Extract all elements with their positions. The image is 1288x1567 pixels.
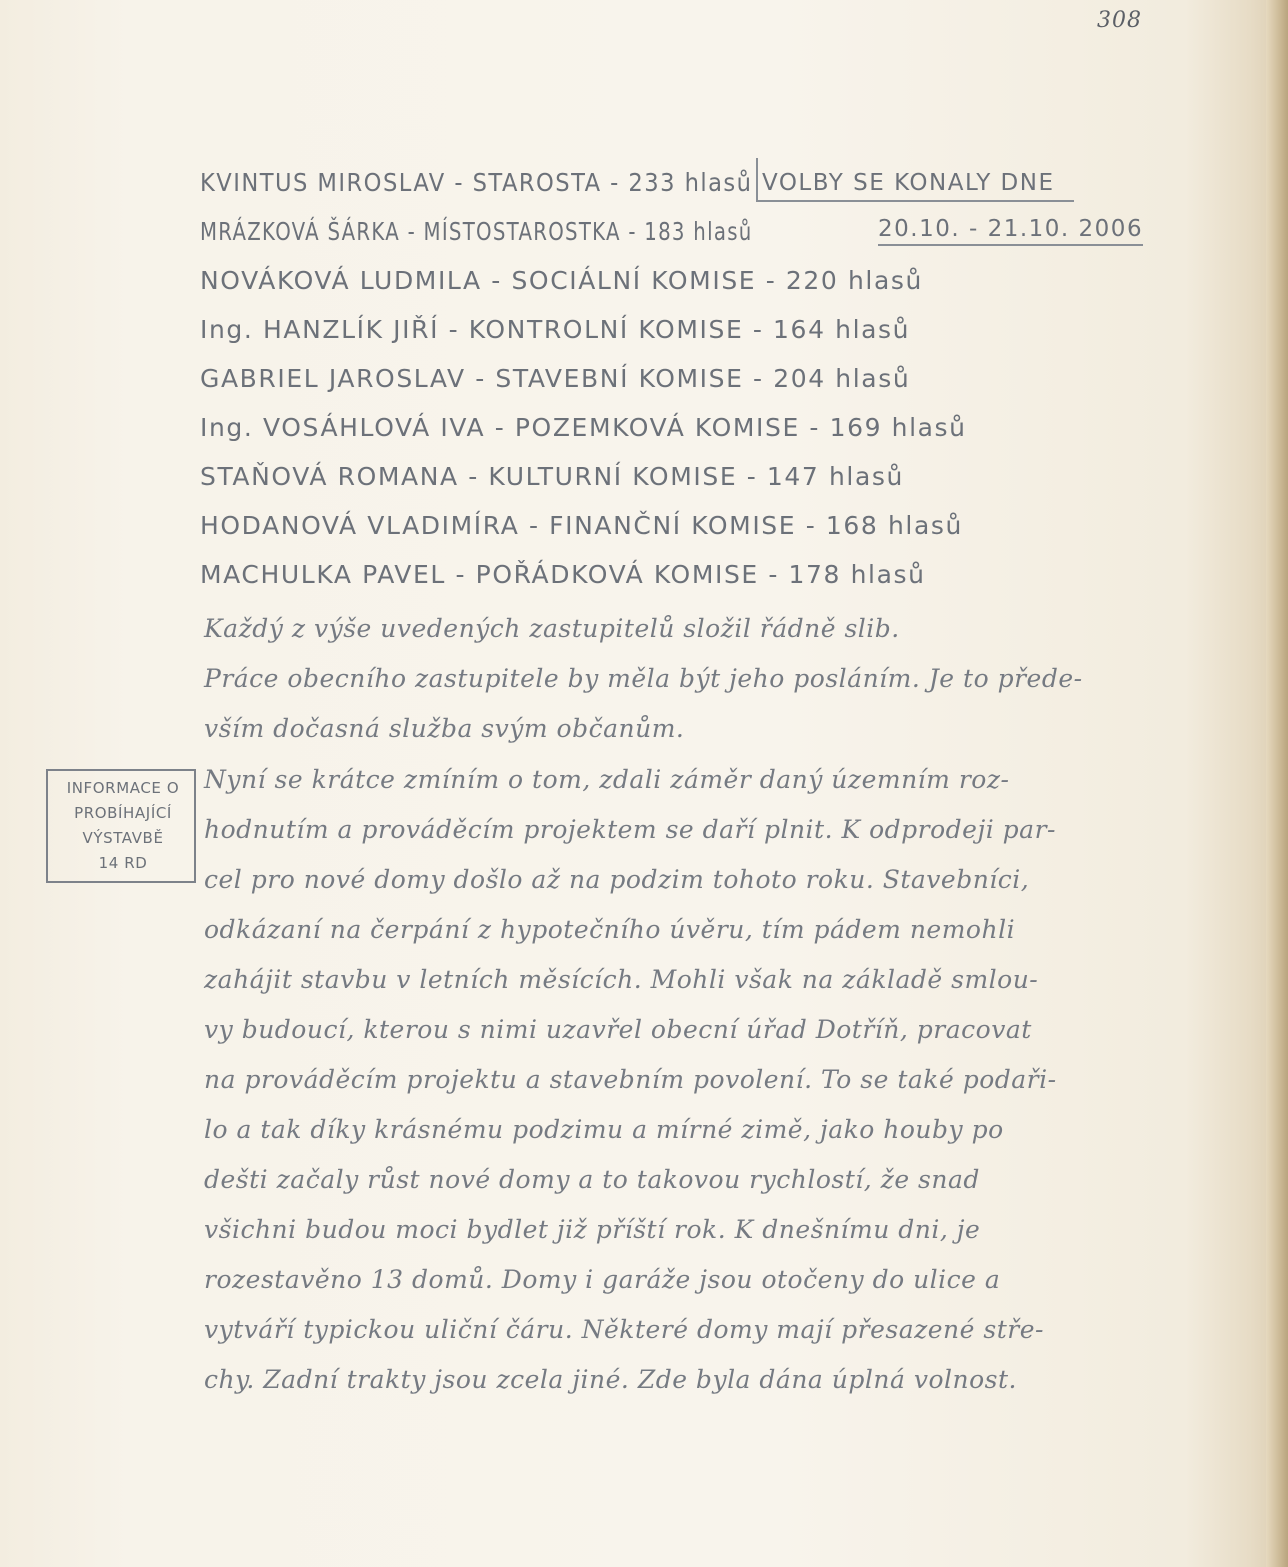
margin-note-box xyxy=(46,769,196,883)
text-line: Každý z výše uvedených zastupitelů složil řádně slib. xyxy=(204,614,900,643)
page-binding-edge xyxy=(1266,0,1288,1567)
election-note-dates: 20.10. - 21.10. 2006 xyxy=(878,216,1143,246)
roster-entry: GABRIEL JAROSLAV - STAVEBNÍ KOMISE - 204 hlasů xyxy=(200,364,911,393)
text-line: všichni budou moci bydlet již příští rok. K dnešnímu dni, je xyxy=(204,1215,981,1244)
note-rule-horizontal xyxy=(756,200,1074,202)
text-line: na prováděcím projektu a stavebním povolení. To se také podaři- xyxy=(204,1065,1057,1094)
election-date-note xyxy=(756,158,1144,250)
roster-entry: NOVÁKOVÁ LUDMILA - SOCIÁLNÍ KOMISE - 220 hlasů xyxy=(200,266,923,295)
roster-entry: KVINTUS MIROSLAV - STAROSTA - 233 hlasů xyxy=(200,168,753,197)
roster-entry: MACHULKA PAVEL - POŘÁDKOVÁ KOMISE - 178 hlasů xyxy=(200,560,926,589)
text-line: odkázaní na čerpání z hypotečního úvěru, tím pádem nemohli xyxy=(204,915,1016,944)
text-line: zahájit stavbu v letních měsících. Mohli však na základě smlou- xyxy=(204,965,1039,994)
text-line: vy budoucí, kterou s nimi uzavřel obecní úřad Dotříň, pracovat xyxy=(204,1015,1032,1044)
text-line: chy. Zadní trakty jsou zcela jiné. Zde byla dána úplná volnost. xyxy=(204,1365,1017,1394)
text-line: rozestavěno 13 domů. Domy i garáže jsou otočeny do ulice a xyxy=(204,1265,1001,1294)
roster-entry: STAŇOVÁ ROMANA - KULTURNÍ KOMISE - 147 hlasů xyxy=(200,462,904,491)
margin-note-line: INFORMACE O xyxy=(66,779,180,797)
text-line: Práce obecního zastupitele by měla být jeho posláním. Je to přede- xyxy=(204,664,1083,693)
roster-entry: HODANOVÁ VLADIMÍRA - FINANČNÍ KOMISE - 168 hlasů xyxy=(200,511,963,540)
text-line: vším dočasná služba svým občanům. xyxy=(204,714,685,743)
text-line: hodnutím a prováděcím projektem se daří plnit. K odprodeji par- xyxy=(204,815,1056,844)
roster-entry: MRÁZKOVÁ ŠÁRKA - MÍSTOSTAROSTKA - 183 hlasů xyxy=(200,217,753,246)
election-note-heading: VOLBY SE KONALY DNE xyxy=(762,170,1055,196)
text-line: cel pro nové domy došlo až na podzim tohoto roku. Stavebníci, xyxy=(204,865,1030,894)
note-rule-vertical xyxy=(756,158,758,202)
roster-entry: Ing. VOSÁHLOVÁ IVA - POZEMKOVÁ KOMISE - 169 hlasů xyxy=(200,413,967,442)
text-line: lo a tak díky krásnému podzimu a mírné zimě, jako houby po xyxy=(204,1115,1004,1144)
margin-note-line: 14 RD xyxy=(98,854,148,872)
text-line: Nyní se krátce zmíním o tom, zdali záměr daný územním roz- xyxy=(204,765,1010,794)
margin-note-line: PROBÍHAJÍCÍ xyxy=(74,804,172,822)
page-number: 308 xyxy=(1097,8,1142,33)
text-line: dešti začaly růst nové domy a to takovou rychlostí, že snad xyxy=(204,1165,980,1194)
roster-entry: Ing. HANZLÍK JIŘÍ - KONTROLNÍ KOMISE - 164 hlasů xyxy=(200,315,911,344)
text-line: vytváří typickou uliční čáru. Některé domy mají přesazené stře- xyxy=(204,1315,1044,1344)
margin-note-line: VÝSTAVBĚ xyxy=(82,829,164,847)
